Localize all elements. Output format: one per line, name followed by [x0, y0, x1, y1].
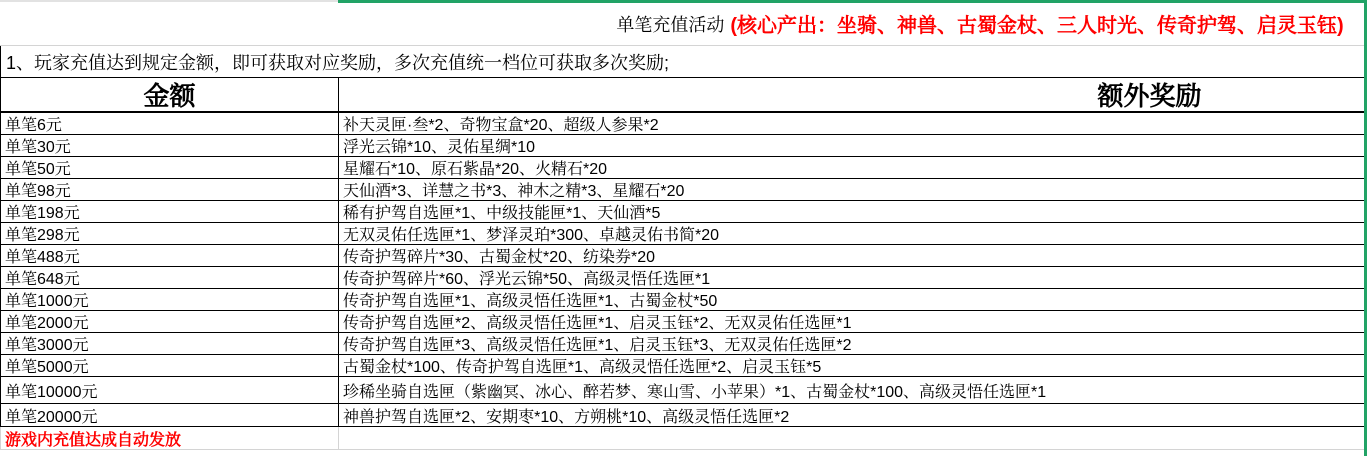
gridline-top-left: [0, 0, 338, 2]
reward-cell[interactable]: 稀有护驾自选匣*1、中级技能匣*1、天仙酒*5: [343, 205, 661, 222]
header-amount[interactable]: 金额: [1, 78, 339, 111]
amount-cell[interactable]: 单笔198元: [1, 201, 339, 222]
table-row: [0, 113, 1367, 135]
table-row: [0, 333, 1367, 355]
table-footer-row: [0, 427, 1367, 450]
reward-cell[interactable]: 无双灵佑任选匣*1、梦泽灵珀*300、卓越灵佑书简*20: [343, 227, 720, 244]
reward-cell[interactable]: 补天灵匣·叁*2、奇物宝盒*20、超级人参果*2: [343, 117, 659, 134]
reward-cell[interactable]: 天仙酒*3、详慧之书*3、神木之精*3、星耀石*20: [343, 183, 685, 200]
table-row: [0, 201, 1367, 223]
table-row: [0, 157, 1367, 179]
page-title: 单笔充值活动: [616, 14, 725, 35]
amount-cell[interactable]: 单笔488元: [1, 245, 339, 266]
table-row: [0, 311, 1367, 333]
amount-cell[interactable]: 单笔648元: [1, 267, 339, 288]
reward-cell[interactable]: 传奇护驾自选匣*1、高级灵悟任选匣*1、古蜀金杖*50: [343, 293, 718, 310]
table-row: [0, 404, 1367, 427]
reward-table: [0, 46, 1367, 450]
amount-cell[interactable]: 单笔98元: [1, 179, 339, 200]
table-rows: [0, 113, 1367, 427]
selection-border-top: [338, 0, 1367, 3]
amount-cell[interactable]: 单笔10000元: [1, 377, 339, 403]
table-row: [0, 355, 1367, 377]
amount-cell[interactable]: 单笔50元: [1, 157, 339, 178]
amount-cell[interactable]: 单笔30元: [1, 135, 339, 156]
header-reward[interactable]: 额外奖励: [1097, 81, 1202, 111]
amount-cell[interactable]: 单笔1000元: [1, 289, 339, 310]
table-header-row: [0, 78, 1367, 113]
amount-cell[interactable]: 单笔5000元: [1, 355, 339, 376]
table-row: [0, 135, 1367, 157]
table-row: [0, 223, 1367, 245]
table-row: [0, 377, 1367, 404]
reward-cell[interactable]: 传奇护驾碎片*30、古蜀金杖*20、纺染券*20: [343, 249, 656, 266]
amount-cell[interactable]: 单笔298元: [1, 223, 339, 244]
reward-cell[interactable]: 浮光云锦*10、灵佑星绸*10: [343, 139, 536, 156]
rule-note-text: 1、玩家充值达到规定金额，即可获取对应奖励，多次充值统一档位可获取多次奖励;: [6, 52, 670, 73]
amount-cell[interactable]: 单笔2000元: [1, 311, 339, 332]
reward-cell[interactable]: 传奇护驾自选匣*3、高级灵悟任选匣*1、启灵玉钰*3、无双灵佑任选匣*2: [343, 337, 852, 354]
reward-cell[interactable]: 神兽护驾自选匣*2、安期枣*10、方朔桃*10、高级灵悟任选匣*2: [343, 408, 790, 426]
footer-empty-cell[interactable]: [339, 427, 1367, 449]
amount-cell[interactable]: 单笔20000元: [1, 404, 339, 426]
table-row: [0, 289, 1367, 311]
amount-cell[interactable]: 单笔3000元: [1, 333, 339, 354]
table-row: [0, 245, 1367, 267]
page-title-highlight: (核心产出：坐骑、神兽、古蜀金杖、三人时光、传奇护驾、启灵玉钰): [730, 15, 1344, 37]
sheet-title-row[interactable]: [0, 0, 1367, 46]
table-row: [0, 179, 1367, 201]
reward-cell[interactable]: 珍稀坐骑自选匣（紫幽冥、冰心、醉若梦、寒山雪、小苹果）*1、古蜀金杖*100、高级灵悟任选匣*1: [343, 383, 1047, 401]
footer-note-cell[interactable]: 游戏内充值达成自动发放: [1, 427, 339, 449]
reward-cell[interactable]: 古蜀金杖*100、传奇护驾自选匣*1、高级灵悟任选匣*2、启灵玉钰*5: [343, 359, 822, 376]
rule-note-cell[interactable]: [0, 46, 1367, 78]
reward-cell[interactable]: 传奇护驾自选匣*2、高级灵悟任选匣*1、启灵玉钰*2、无双灵佑任选匣*1: [343, 315, 852, 332]
reward-cell[interactable]: 传奇护驾碎片*60、浮光云锦*50、高级灵悟任选匣*1: [343, 271, 711, 288]
amount-cell[interactable]: 单笔6元: [1, 113, 339, 134]
reward-cell[interactable]: 星耀石*10、原石紫晶*20、火精石*20: [343, 161, 608, 178]
table-row: [0, 267, 1367, 289]
